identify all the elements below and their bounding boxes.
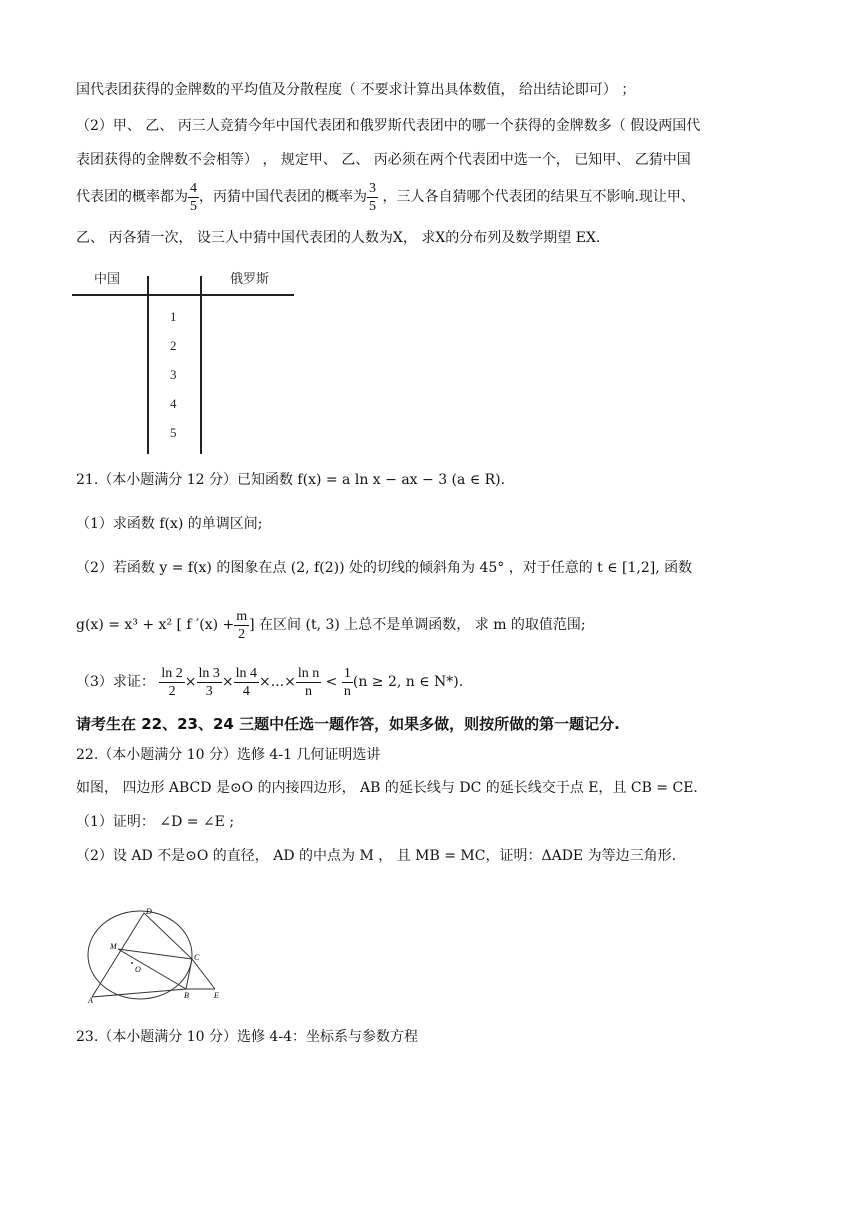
p21-line4a: g(x) = x³ + x² [ f ′(x) + (76, 617, 235, 633)
table-header-russia: 俄罗斯 (230, 272, 270, 287)
table-right-divider (200, 276, 202, 454)
p20-line2: （2）甲、 乙、 丙三人竞猜今年中国代表团和俄罗斯代表团中的哪一个获得的金牌数多（ 假设两国代 (76, 118, 701, 134)
label-b: B (184, 991, 189, 1000)
notice-text: 请考生在 22、23、24 三题中任选一题作答，如果多做，则按所做的第一题记分. (76, 715, 620, 733)
fraction-num: m (236, 608, 248, 624)
fraction-num: 4 (190, 180, 197, 196)
p20-line4 (76, 178, 695, 216)
fraction-num: ln 2 (161, 665, 183, 681)
fraction-den: 2 (168, 683, 176, 699)
p21-line4 (76, 606, 586, 644)
product-dots: ×...× (259, 674, 296, 690)
fraction-den: n (305, 683, 313, 699)
fraction-den: 3 (205, 683, 213, 699)
segment-mc (118, 949, 192, 959)
p20-line3: 表团获得的金牌数不会相等） ， 规定甲、 乙、 丙必须在两个代表团中选一个， 已知甲、 乙猜中国 (76, 152, 691, 168)
p21-line5a: （3）求证： (76, 674, 155, 690)
table-stem: 4 (170, 396, 177, 411)
fraction-den: n (343, 683, 351, 699)
fraction-den: 5 (369, 198, 376, 214)
p22-line2: 如图， 四边形 ABCD 是⊙O 的内接四边形， AB 的延长线与 DC 的延长线交于点 E，且 CB = CE. (76, 780, 698, 796)
fraction-ln4 (234, 665, 259, 700)
fraction-1-n (342, 665, 353, 700)
p21-line5: （3）求证： $\frac{\ln 2}{2}$ × $\frac{\ln 3}{3}$ × $\frac{\ln 4}{4}$ ×...× $\frac{\text{ln n}}{n}$ < $\frac{1}{n}$ (n ≥ 2, n ∈ N*). (76, 665, 464, 699)
segment-mb (118, 949, 186, 989)
fraction-ln2 (159, 665, 184, 700)
p20-line4b: ，丙猜中国代表团的概率为 (199, 189, 367, 205)
table-stem: 1 (170, 309, 177, 324)
fraction-den: 5 (190, 198, 197, 214)
p21-line1: 21.（本小题满分 12 分）已知函数 f(x) = a ln x − ax − 3 (a ∈ R). (76, 472, 506, 488)
label-o: O (135, 965, 141, 974)
table-stem: 2 (170, 338, 177, 353)
fraction-den: 4 (242, 683, 250, 699)
label-a: A (88, 996, 93, 1003)
stem-leaf-table (72, 266, 294, 458)
p21-line2: （1）求函数 f(x) 的单调区间; (76, 516, 263, 532)
p20-line4c: ，三人各自猜哪个代表团的结果互不影响.现让甲、 (378, 189, 695, 205)
p22-line3: （1）证明： ∠D = ∠E ; (76, 814, 235, 830)
label-c: C (194, 953, 200, 962)
fraction-lnn (296, 665, 321, 700)
p21-tail: (n ≥ 2, n ∈ N*). (352, 674, 464, 690)
p21-line4b: ] 在区间 (t, 3) 上总不是单调函数， 求 m 的取值范围; (249, 617, 586, 633)
p20-line1: 国代表团获得的金牌数的平均值及分散程度（ 不要求计算出具体数值， 给出结论即可） ； (76, 82, 636, 98)
fraction-num: 1 (343, 665, 351, 681)
circle-o (88, 911, 192, 999)
fraction-m-2 (234, 608, 249, 643)
p22-line4: （2）设 AD 不是⊙O 的直径， AD 的中点为 M ， 且 MB = MC，证明：ΔADE 为等边三角形. (76, 848, 677, 864)
fraction-4-5 (188, 180, 199, 215)
label-m: M (110, 942, 117, 951)
quadrilateral-abcd (92, 913, 192, 997)
fraction-num: ln 3 (198, 665, 220, 681)
fraction-ln3 (197, 665, 222, 700)
circle-geometry-figure (82, 905, 232, 1003)
table-stem: 5 (170, 425, 177, 440)
label-d: D (146, 907, 152, 916)
p21-line3: （2）若函数 y = f(x) 的图象在点 (2, f(2)) 处的切线的倾斜角为 45° ，对于任意的 t ∈ [1,2], 函数 (76, 560, 693, 576)
segment-ce (192, 959, 215, 989)
p23-line1: 23.（本小题满分 10 分）选修 4-4：坐标系与参数方程 (76, 1029, 418, 1045)
fraction-3-5 (367, 180, 378, 215)
fraction-num: ln 4 (235, 665, 258, 681)
table-header-china: 中国 (94, 272, 121, 287)
p22-line1: 22.（本小题满分 10 分）选修 4-1 几何证明选讲 (76, 747, 381, 763)
fraction-num: 3 (369, 180, 376, 196)
label-e: E (214, 991, 219, 1000)
table-left-divider (147, 276, 149, 454)
center-point (131, 962, 133, 964)
fraction-den: 2 (238, 626, 246, 642)
table-stem: 3 (170, 367, 177, 382)
fraction-num: ln n (297, 665, 320, 681)
p20-line5: 乙、 丙各猜一次， 设三人中猜中国代表团的人数为X， 求X的分布列及数学期望 EX. (76, 230, 601, 246)
table-header-rule (72, 294, 294, 296)
p20-line4a: 代表团的概率都为 (76, 189, 188, 205)
